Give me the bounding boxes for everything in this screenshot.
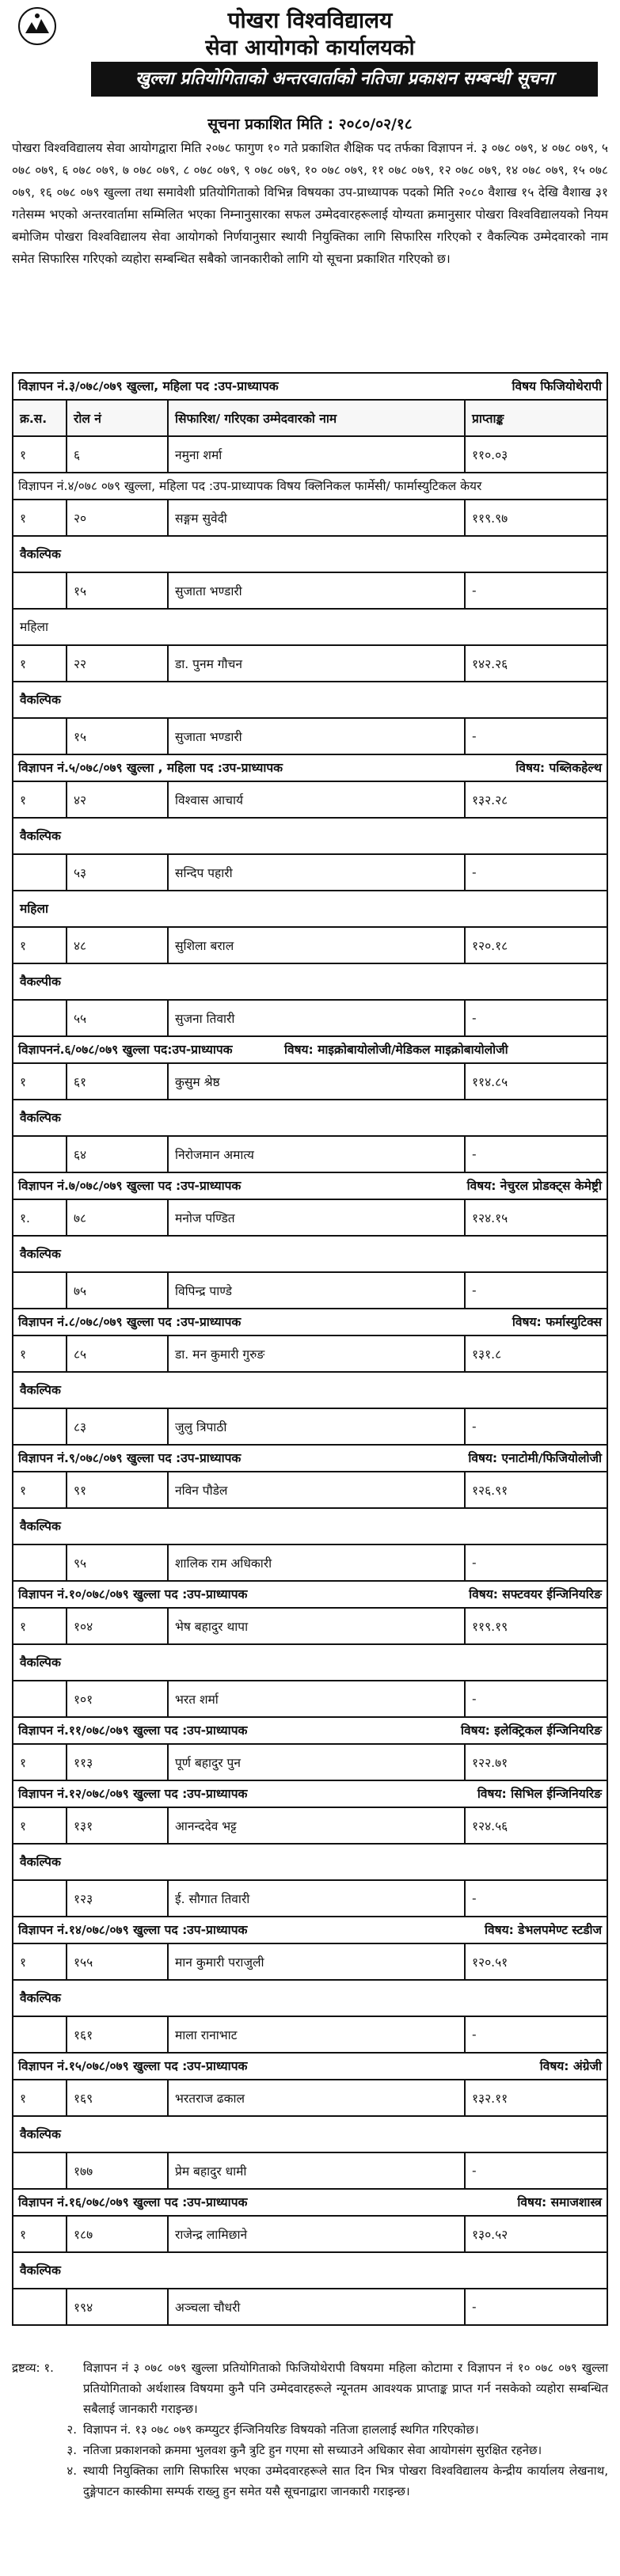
cell-sn: १ bbox=[13, 1808, 67, 1843]
table-row bbox=[13, 1745, 607, 1781]
cell-roll: १३१ bbox=[67, 1808, 169, 1843]
table-row bbox=[13, 573, 607, 610]
cell-name: सुशिला बराल bbox=[169, 928, 466, 963]
cell-name: डा. मन कुमारी गुरुङ bbox=[169, 1336, 466, 1371]
table-row bbox=[13, 1200, 607, 1237]
cell-sn bbox=[13, 1137, 67, 1172]
cell-score: ११४.८५ bbox=[472, 1075, 508, 1089]
cell-score: १२४.१५ bbox=[472, 1211, 508, 1225]
note-item bbox=[12, 2419, 608, 2440]
table-row bbox=[13, 1273, 607, 1309]
col-score: प्राप्ताङ्क bbox=[472, 412, 504, 426]
cell-sn bbox=[13, 1273, 67, 1308]
cell-sn: १ bbox=[13, 1336, 67, 1371]
section-subject: विषय: पब्लिकहेल्थ bbox=[515, 761, 602, 775]
table-row bbox=[13, 1137, 607, 1173]
table-row bbox=[13, 1609, 607, 1645]
cell-name: डा. पुनम गौचन bbox=[169, 646, 466, 681]
cell-score: - bbox=[472, 2164, 477, 2178]
cell-sn: १ bbox=[13, 437, 67, 472]
section-title: विज्ञापन नं.४/०७८ ०७९ खुल्ला, महिला पद :उप-प्राध्यापक विषय क्लिनिकल फार्मेसी/ फार्मास्युटिकल केयर bbox=[18, 479, 482, 493]
section-title: विज्ञापन नं.१६/०७८/०७९ खुल्ला पद :उप-प्राध्यापक bbox=[18, 2195, 248, 2209]
cell-score: - bbox=[472, 1147, 477, 1161]
section-title: विज्ञापन नं.७/०७८/०७९ खुल्ला पद :उप-प्राध्यापक bbox=[18, 1179, 242, 1193]
cell-roll: ६४ bbox=[67, 1137, 169, 1172]
cell-score: १३२.२८ bbox=[472, 793, 508, 807]
cell-name: सन्दिप पहारी bbox=[169, 855, 466, 890]
cell-name: सुजाता भण्डारी bbox=[169, 573, 466, 608]
cell-score: ११९.९७ bbox=[472, 511, 508, 526]
section-title: विज्ञापन नं.१४/०७८/०७९ खुल्ला पद :उप-प्राध्यापक bbox=[18, 1923, 248, 1937]
cell-roll: ६१ bbox=[67, 1064, 169, 1099]
cell-roll: ७८ bbox=[67, 1200, 169, 1235]
cell-sn: १ bbox=[13, 1745, 67, 1780]
cell-sn bbox=[13, 1881, 67, 1916]
cell-name: मान कुमारी पराजुली bbox=[169, 1944, 466, 1979]
cell-sn: १ bbox=[13, 1944, 67, 1979]
note-item bbox=[12, 2440, 608, 2460]
cell-score: ११०.०३ bbox=[472, 448, 508, 462]
alternate-label: वैकल्पिक bbox=[13, 1237, 607, 1273]
alternate-label: वैकल्पिक bbox=[13, 1100, 607, 1137]
section-heading bbox=[13, 1446, 607, 1472]
cell-roll: ४८ bbox=[67, 928, 169, 963]
cell-name: भरत शर्मा bbox=[169, 1681, 466, 1716]
cell-name: शालिक राम अधिकारी bbox=[169, 1545, 466, 1580]
alternate-label: वैकल्पिक bbox=[13, 1373, 607, 1409]
cell-sn: १ bbox=[13, 782, 67, 817]
table-row bbox=[13, 719, 607, 755]
cell-name: आनन्ददेव भट्ट bbox=[169, 1808, 466, 1843]
alternate-label: वैकल्पिक bbox=[13, 1509, 607, 1545]
cell-roll: ९५ bbox=[67, 1545, 169, 1580]
cell-roll: १७७ bbox=[67, 2153, 169, 2188]
intro-paragraph: पोखरा विश्वविद्यालय सेवा आयोगद्वारा मिति २०७८ फागुण १० गते प्रकाशित शैक्षिक पद तर्फका विज्ञापन नं. ३ ०७८ ०७९, ४ ०७८ ०७९, ५ ०७८ ०७९, ६ ०७८ ०७९, ७ ०७८ ०७९, ८ ०७८ ०७९, ९ ०७८ ०७९, १० ०७८ ०७९, ११ ०७८ ०७९, १२ ०७८ ०७९, १४ ०७८ ०७९, १५ ०७८ ०७९, १६ ०७८ ०७९ खुल्ला तथा समावेशी प्रतियोगिताको विभिन्न विषयका उप-प्राध्यापक पदको मिति २०८० वैशाख १५ देखि वैशाख ३१ गतेसम्म भएको अन्तरवार्तामा सम्मिलित भएका निम्नानुसारका सफल उम्मेदवारहरूलाई योग्यता क्रमानुसार पोखरा विश्वविद्यालयको नियम बमोजिम पोखरा विश्वविद्यालय सेवा आयोगको निर्णयानुसार स्थायी नियुक्तिका लागि सिफारिस गरिएको र वैकल्पिक उम्मेदवारको नाम समेत सिफारिस गरिएको व्यहोरा सम्बन्धित सबैको जानकारीको लागि यो सूचना प्रकाशित गरिएको छ। bbox=[12, 141, 608, 266]
section-subject: विषय: सिभिल ईन्जिनियरिङ bbox=[477, 1787, 602, 1801]
cell-score: - bbox=[472, 1011, 477, 1025]
cell-score: १२२.७१ bbox=[472, 1756, 508, 1770]
col-name: सिफारिश/ गरिएका उम्मेदवारको नाम bbox=[169, 401, 466, 435]
published-date: सूचना प्रकाशित मिति : २०८०/०२/१८ bbox=[207, 116, 413, 133]
cell-name: पूर्ण बहादुर पुन bbox=[169, 1745, 466, 1780]
cell-roll: १६९ bbox=[67, 2080, 169, 2115]
cell-roll: ८५ bbox=[67, 1336, 169, 1371]
section-heading bbox=[13, 2190, 607, 2217]
cell-name: राजेन्द्र लामिछाने bbox=[169, 2217, 466, 2251]
cell-name: माला रानाभाट bbox=[169, 2017, 466, 2052]
women-label: महिला bbox=[13, 891, 607, 928]
col-sn: क्र.स. bbox=[13, 401, 67, 435]
alternate-label: वैकल्पिक bbox=[13, 819, 607, 855]
cell-score: १२०.५१ bbox=[472, 1955, 508, 1970]
section-subject: विषय: फर्मास्युटिक्स bbox=[512, 1315, 602, 1329]
cell-sn: १ bbox=[13, 2080, 67, 2115]
cell-roll: ९१ bbox=[67, 1472, 169, 1507]
university-name: पोखरा विश्वविद्यालय bbox=[227, 7, 393, 33]
notice-title-banner: खुल्ला प्रतियोगिताको अन्तरवार्ताको नतिजा प्रकाशन सम्बन्धी सूचना bbox=[91, 62, 598, 97]
cell-name: भरतराज ढकाल bbox=[169, 2080, 466, 2115]
cell-score: - bbox=[472, 2027, 477, 2042]
cell-roll: १५ bbox=[67, 573, 169, 608]
cell-name: निरोजमान अमात्य bbox=[169, 1137, 466, 1172]
table-row bbox=[13, 2289, 607, 2326]
table-header-row bbox=[13, 401, 607, 437]
cell-name: सङ्गम सुवेदी bbox=[169, 500, 466, 535]
cell-name: सुजना तिवारी bbox=[169, 1001, 466, 1035]
cell-roll: २२ bbox=[67, 646, 169, 681]
note-text: नतिजा प्रकाशनको क्रममा भुलवश कुनै त्रुटि हुन गएमा सो सच्याउने अधिकार सेवा आयोगसंग सुरक्षित रहनेछ। bbox=[83, 2443, 542, 2457]
section-title: विज्ञापन नं.१०/०७८/०७९ खुल्ला पद :उप-प्राध्यापक bbox=[18, 1587, 248, 1601]
cell-score: - bbox=[472, 1692, 477, 1706]
cell-name: ई. सौगात तिवारी bbox=[169, 1881, 466, 1916]
cell-roll: १८७ bbox=[67, 2217, 169, 2251]
cell-roll: १९४ bbox=[67, 2289, 169, 2324]
table-row bbox=[13, 855, 607, 891]
notes-section bbox=[12, 2358, 608, 2502]
cell-name: नविन पौडेल bbox=[169, 1472, 466, 1507]
cell-sn bbox=[13, 1545, 67, 1580]
cell-score: १३१.८ bbox=[472, 1347, 502, 1362]
alternate-label: वैकल्पिक bbox=[13, 1981, 607, 2017]
cell-score: - bbox=[472, 1556, 477, 1570]
section-title: विज्ञापननं.६/०७८/०७९ खुल्ला पद:उप-प्राध्यापक bbox=[18, 1043, 233, 1057]
results-table bbox=[12, 372, 608, 2326]
cell-name: नमुना शर्मा bbox=[169, 437, 466, 472]
cell-roll: ४२ bbox=[67, 782, 169, 817]
cell-sn: १ bbox=[13, 1064, 67, 1099]
note-number: ४. bbox=[67, 2464, 77, 2478]
section-title: विज्ञापन नं.३/०७८/०७९ खुल्ला, महिला पद :उप-प्राध्यापक bbox=[18, 379, 279, 393]
cell-sn: १ bbox=[13, 2217, 67, 2251]
cell-roll: ८३ bbox=[67, 1409, 169, 1444]
cell-roll: १०१ bbox=[67, 1681, 169, 1716]
cell-score: १३०.५२ bbox=[472, 2228, 508, 2242]
table-row bbox=[13, 928, 607, 964]
cell-name: विपिन्द्र पाण्डे bbox=[169, 1273, 466, 1308]
cell-sn bbox=[13, 2017, 67, 2052]
cell-score: १४२.२६ bbox=[472, 657, 508, 671]
section-title: विज्ञापन नं.५/०७८/०७९ खुल्ला , महिला पद :उप-प्राध्यापक bbox=[18, 761, 283, 775]
cell-name: मनोज पण्डित bbox=[169, 1200, 466, 1235]
cell-roll: १२३ bbox=[67, 1881, 169, 1916]
cell-roll: २० bbox=[67, 500, 169, 535]
table-row bbox=[13, 2017, 607, 2054]
section-subject: विषय फिजियोथेरापी bbox=[512, 379, 602, 393]
cell-roll: १५ bbox=[67, 719, 169, 754]
cell-sn bbox=[13, 2153, 67, 2188]
note-lead: द्रष्टव्य: १. bbox=[12, 2361, 54, 2375]
section-heading bbox=[13, 374, 607, 401]
cell-name: प्रेम बहादुर धामी bbox=[169, 2153, 466, 2188]
section-heading bbox=[13, 755, 607, 782]
alternate-label: वैकल्पिक bbox=[13, 537, 607, 573]
notice-header bbox=[0, 0, 620, 89]
table-row bbox=[13, 1944, 607, 1981]
women-label: महिला bbox=[13, 610, 607, 646]
note-number: ३. bbox=[67, 2443, 77, 2457]
table-row bbox=[13, 1472, 607, 1509]
note-item bbox=[12, 2460, 608, 2502]
cell-sn: १. bbox=[13, 1200, 67, 1235]
cell-score: १२६.९१ bbox=[472, 1484, 508, 1498]
cell-sn bbox=[13, 719, 67, 754]
table-row bbox=[13, 1001, 607, 1037]
cell-name: भेष बहादुर थापा bbox=[169, 1609, 466, 1643]
section-subject: विषय: नेचुरल प्रोडक्ट्स केमेष्ट्री bbox=[466, 1179, 602, 1193]
cell-score: १३२.११ bbox=[472, 2092, 508, 2106]
cell-score: - bbox=[472, 2300, 477, 2314]
cell-score: १२०.१८ bbox=[472, 939, 508, 953]
alternate-label: वैकल्पीक bbox=[13, 964, 607, 1001]
cell-roll: ६ bbox=[67, 437, 169, 472]
note-text: स्थायी नियुक्तिका लागि सिफारिस भएका उम्मेदवारहरूले सात दिन भित्र पोखरा विश्वविद्यालय केन्द्रीय कार्यालय लेखनाथ, दुङ्गेपाटन कास्कीमा सम्पर्क राख्नु हुन समेत यसै सूचनाद्वारा जानकारी गराइन्छ। bbox=[83, 2464, 608, 2498]
cell-sn bbox=[13, 2289, 67, 2324]
table-row bbox=[13, 500, 607, 537]
section-subject: विषय: इलेक्ट्रिकल ईन्जिनियरिङ bbox=[461, 1723, 602, 1738]
table-row bbox=[13, 2153, 607, 2190]
cell-sn bbox=[13, 855, 67, 890]
table-row bbox=[13, 2080, 607, 2117]
section-title: विज्ञापन नं.११/०७८/०७९ खुल्ला पद :उप-प्राध्यापक bbox=[18, 1723, 248, 1738]
table-row bbox=[13, 1881, 607, 1917]
col-roll: रोल नं bbox=[67, 401, 169, 435]
cell-score: - bbox=[472, 865, 477, 880]
cell-score: - bbox=[472, 583, 477, 598]
section-subject: विषय: समाजशास्त्र bbox=[517, 2195, 602, 2209]
cell-score: - bbox=[472, 729, 477, 743]
table-row bbox=[13, 646, 607, 682]
section-heading bbox=[13, 1309, 607, 1336]
cell-roll: ५५ bbox=[67, 1001, 169, 1035]
office-name: सेवा आयोगको कार्यालयको bbox=[205, 36, 415, 60]
table-row bbox=[13, 2217, 607, 2253]
section-heading bbox=[13, 1781, 607, 1808]
alternate-label: वैकल्पिक bbox=[13, 682, 607, 719]
cell-sn: १ bbox=[13, 646, 67, 681]
cell-roll: १०४ bbox=[67, 1609, 169, 1643]
cell-score: १२४.५६ bbox=[472, 1819, 508, 1833]
cell-sn bbox=[13, 1409, 67, 1444]
section-title: विज्ञापन नं.९/०७८/०७९ खुल्ला पद :उप-प्राध्यापक bbox=[18, 1451, 242, 1465]
cell-sn bbox=[13, 1681, 67, 1716]
cell-score: - bbox=[472, 1891, 477, 1905]
section-subject: विषय: एनाटोमी/फिजियोलोजी bbox=[468, 1451, 602, 1465]
section-heading bbox=[13, 2054, 607, 2080]
section-heading bbox=[13, 1718, 607, 1745]
cell-roll: १६१ bbox=[67, 2017, 169, 2052]
section-title: विज्ञापन नं.१५/०७८/०७९ खुल्ला पद :उप-प्राध्यापक bbox=[18, 2059, 248, 2073]
table-row bbox=[13, 1064, 607, 1100]
note-number: २. bbox=[67, 2422, 77, 2437]
table-row bbox=[13, 782, 607, 819]
table-row bbox=[13, 1409, 607, 1446]
alternate-label: वैकल्पिक bbox=[13, 1845, 607, 1881]
table-row bbox=[13, 437, 607, 473]
cell-sn bbox=[13, 573, 67, 608]
cell-name: कुसुम श्रेष्ठ bbox=[169, 1064, 466, 1099]
section-subject: विषय: माइक्रोबायोलोजी/मेडिकल माइक्रोबायोलोजी bbox=[283, 1043, 508, 1057]
alternate-label: वैकल्पिक bbox=[13, 2117, 607, 2153]
cell-score: ११९.१९ bbox=[472, 1620, 508, 1634]
section-subject: विषय: सफ्टवयर ईन्जिनियरिङ bbox=[469, 1587, 602, 1601]
table-row bbox=[13, 1681, 607, 1718]
section-heading bbox=[13, 1173, 607, 1200]
section-heading bbox=[13, 1582, 607, 1609]
cell-score: - bbox=[472, 1283, 477, 1297]
cell-roll: ७५ bbox=[67, 1273, 169, 1308]
section-title: विज्ञापन नं.१२/०७८/०७९ खुल्ला पद :उप-प्राध्यापक bbox=[18, 1787, 248, 1801]
cell-sn bbox=[13, 1001, 67, 1035]
cell-roll: ११३ bbox=[67, 1745, 169, 1780]
table-row bbox=[13, 1545, 607, 1582]
note-item bbox=[12, 2358, 608, 2419]
section-title: विज्ञापन नं.८/०७८/०७९ खुल्ला पद :उप-प्राध्यापक bbox=[18, 1315, 242, 1329]
table-row bbox=[13, 1336, 607, 1373]
alternate-label: वैकल्पिक bbox=[13, 1645, 607, 1681]
section-subject: विषय: डेभलपमेण्ट स्टडीज bbox=[485, 1923, 602, 1937]
cell-roll: १५५ bbox=[67, 1944, 169, 1979]
cell-name: जुलु त्रिपाठी bbox=[169, 1409, 466, 1444]
table-row bbox=[13, 1808, 607, 1845]
alternate-label: वैकल्पिक bbox=[13, 2253, 607, 2289]
note-text: विज्ञापन नं ३ ०७८ ०७९ खुल्ला प्रतियोगिताको फिजियोथेरापी विषयमा महिला कोटामा र विज्ञापन नं १० ०७८ ०७९ खुल्ला प्रतियोगिताको अर्थशास्त्र विषयमा कुनै पनि उम्मेदवारहरूले न्यूनतम आवश्यक प्राप्ताङ्क प्राप्त गर्न नसकेको व्यहोरा सम्बन्धित सबैलाई जानकारी गराइन्छ। bbox=[83, 2361, 608, 2416]
section-heading bbox=[13, 473, 607, 500]
cell-roll: ५३ bbox=[67, 855, 169, 890]
cell-score: - bbox=[472, 1419, 477, 1434]
cell-sn: १ bbox=[13, 1472, 67, 1507]
cell-sn: १ bbox=[13, 500, 67, 535]
cell-sn: १ bbox=[13, 928, 67, 963]
section-heading bbox=[13, 1037, 607, 1064]
cell-sn: १ bbox=[13, 1609, 67, 1643]
section-heading bbox=[13, 1917, 607, 1944]
section-subject: विषय: अंग्रेजी bbox=[539, 2059, 602, 2073]
cell-name: सुजाता भण्डारी bbox=[169, 719, 466, 754]
note-text: विज्ञापन नं. १३ ०७८ ०७९ कम्प्युटर ईन्जिनियरिङ विषयको नतिजा हाललाई स्थगित गरिएकोछ। bbox=[83, 2422, 479, 2437]
cell-name: विश्वास आचार्य bbox=[169, 782, 466, 817]
cell-name: अञ्चला चौधरी bbox=[169, 2289, 466, 2324]
